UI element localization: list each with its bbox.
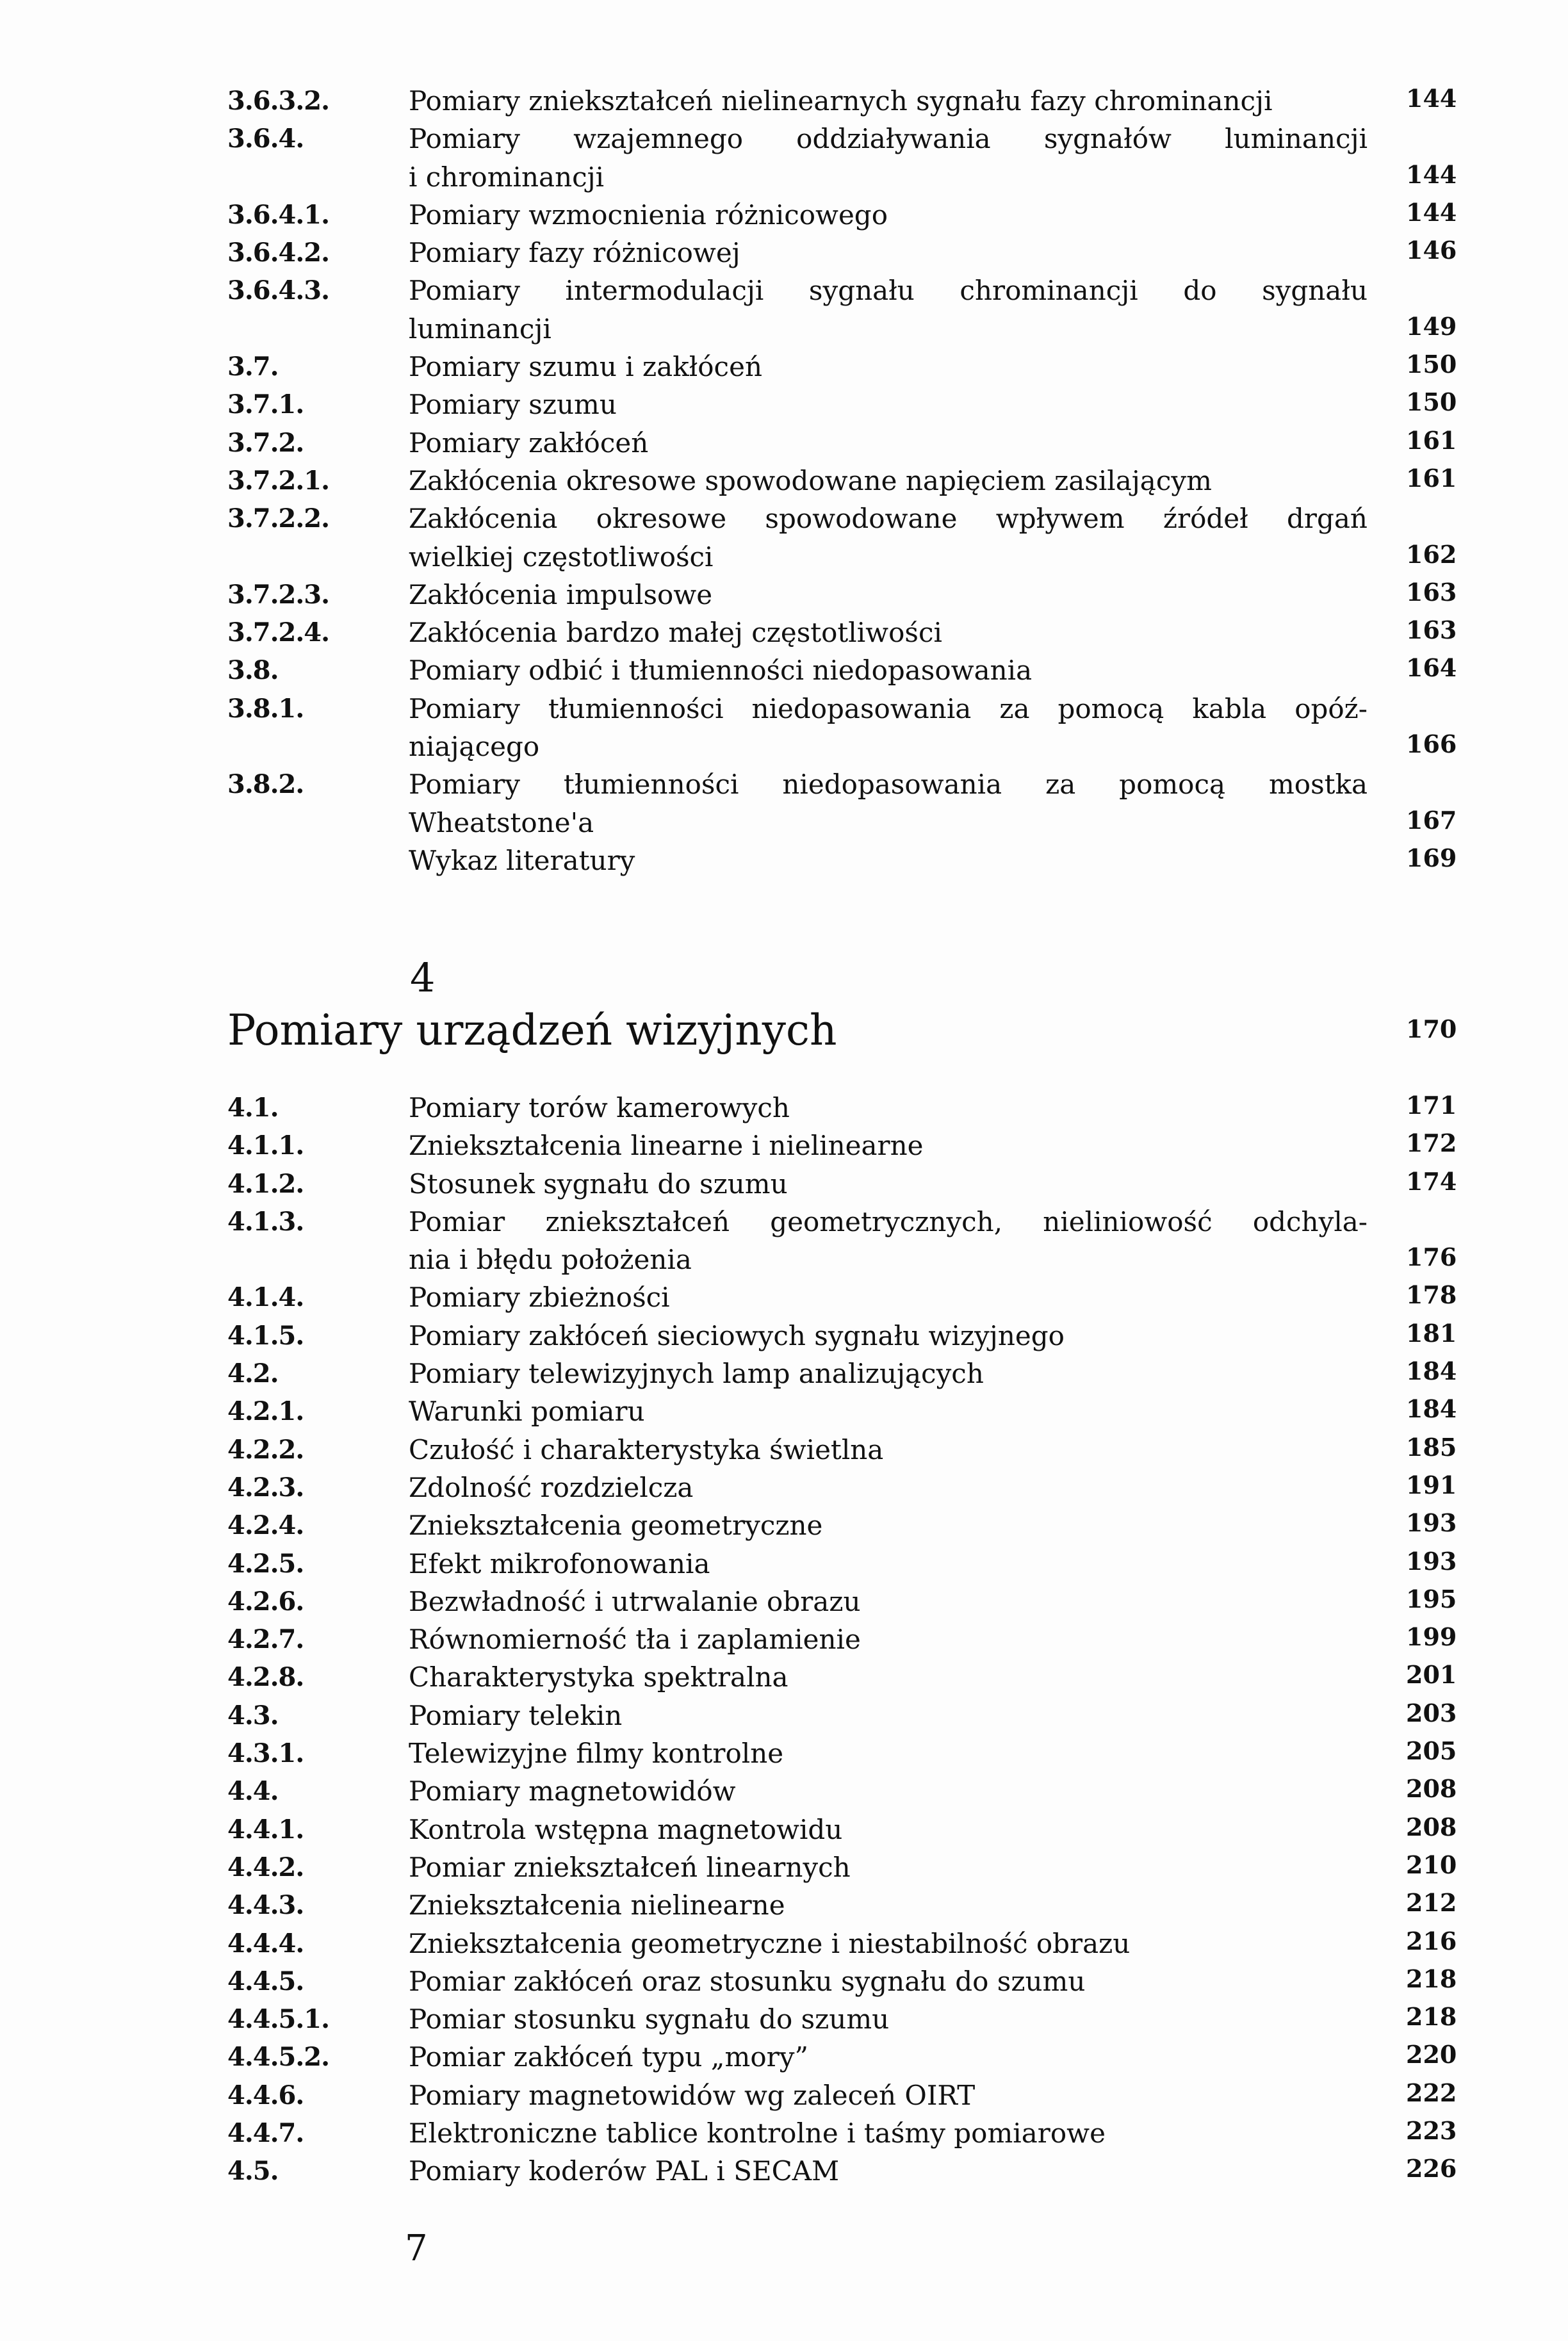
section-number: 4.4.1.	[227, 1814, 304, 1845]
toc-entry	[227, 500, 1457, 537]
section-number: 4.5.	[227, 2156, 279, 2187]
toc-entry	[227, 651, 1457, 689]
page-number: 223	[1406, 2116, 1457, 2146]
section-title	[409, 1697, 1368, 1734]
section-number: 4.1.2.	[227, 1168, 304, 1199]
section-number: 4.1.5.	[227, 1320, 304, 1351]
toc-entry	[227, 1317, 1457, 1355]
section-title-text: Kontrola wstępna magnetowidu	[409, 1814, 849, 1845]
page-number: 208	[1406, 1774, 1457, 1804]
section-title: Zakłócenia okresowe spowodowane wpływem źródeł drgań	[409, 503, 1368, 535]
section-title-text: Pomiary telekin	[409, 1700, 628, 1731]
section-title: Pomiary tłumienności niedopasowania za pomocą kabla opóź-	[409, 692, 1368, 724]
section-number: 3.8.	[227, 655, 279, 686]
section-title	[409, 234, 1368, 272]
section-number: 4.4.4.	[227, 1928, 304, 1959]
section-title-text: Pomiar zniekształceń linearnych	[409, 1852, 857, 1883]
section-title-text: Pomiary szumu i zakłóceń	[409, 351, 769, 382]
section-title-text: Zakłócenia impulsowe	[409, 579, 719, 610]
page-number: 161	[1406, 425, 1457, 455]
section-title	[409, 804, 1368, 842]
section-title	[409, 1772, 1368, 1810]
page-number: 218	[1406, 2002, 1457, 2032]
page-number: 178	[1406, 1280, 1457, 1310]
section-title	[409, 82, 1368, 120]
page-number: 185	[1406, 1432, 1457, 1462]
section-title	[409, 1317, 1368, 1355]
toc-entry	[227, 1734, 1457, 1772]
section-number: 4.3.	[227, 1700, 279, 1731]
page-number: 203	[1406, 1698, 1457, 1727]
section-title	[409, 1811, 1368, 1848]
section-title-text: Stosunek sygnału do szumu	[409, 1168, 794, 1200]
toc-entry	[227, 1545, 1457, 1583]
section-title	[409, 728, 1368, 765]
section-title	[409, 196, 1368, 234]
page-number: 201	[1406, 1660, 1457, 1690]
section-number: 3.7.	[227, 352, 279, 382]
section-title	[409, 1925, 1368, 1962]
page-number: 163	[1406, 577, 1457, 607]
section-title-text: Pomiary zniekształceń nielinearnych sygnału fazy chrominancji	[409, 85, 1279, 117]
section-title	[409, 2114, 1368, 2152]
section-number: 3.8.2.	[227, 769, 304, 800]
section-title-text: Pomiary zakłóceń sieciowych sygnału wizyjnego	[409, 1320, 1071, 1351]
toc-entry	[227, 2038, 1457, 2076]
page-number: 212	[1406, 1888, 1457, 1918]
toc-entry	[227, 1089, 1457, 1127]
toc-entry	[227, 1583, 1457, 1620]
section-number: 4.3.1.	[227, 1738, 304, 1769]
page-number: 174	[1406, 1166, 1457, 1196]
section-title	[409, 462, 1368, 500]
toc-entry	[227, 1697, 1457, 1734]
section-number: 4.2.4.	[227, 1510, 304, 1541]
chapter-title: Pomiary urządzeń wizyjnych	[227, 1006, 845, 1055]
section-number: 3.7.2.3.	[227, 579, 330, 610]
section-title	[409, 1278, 1368, 1316]
section-number: 4.4.3.	[227, 1890, 304, 1921]
page-number: 181	[1406, 1318, 1457, 1348]
toc-entry-continuation	[227, 804, 1457, 842]
toc-entry	[227, 1469, 1457, 1506]
page-number: 144	[1406, 197, 1457, 227]
section-title	[409, 538, 1368, 576]
section-number: 4.1.3.	[227, 1206, 304, 1237]
toc-entry	[227, 2152, 1457, 2190]
toc-entry	[227, 1165, 1457, 1203]
toc-entry	[227, 1658, 1457, 1696]
page-number: 184	[1406, 1394, 1457, 1424]
toc-entry	[227, 1962, 1457, 2000]
toc-entry	[227, 386, 1457, 423]
page-number: 220	[1406, 2040, 1457, 2069]
section-title-text: Pomiary zbieżności	[409, 1282, 676, 1313]
section-title-text: Pomiary koderów PAL i SECAM	[409, 2155, 845, 2187]
section-title-text: Telewizyjne filmy kontrolne	[409, 1738, 790, 1769]
page-number: 199	[1406, 1622, 1457, 1652]
section-number: 4.2.5.	[227, 1548, 304, 1579]
section-title-text: i chrominancji	[409, 161, 610, 193]
section-title-text: Pomiary magnetowidów wg zaleceń OIRT	[409, 2080, 981, 2111]
section-title	[409, 1734, 1368, 1772]
section-title: Pomiary intermodulacji sygnału chrominancji do sygnału	[409, 275, 1368, 307]
section-number: 4.2.3.	[227, 1472, 304, 1503]
section-title-text: Wheatstone'a	[409, 807, 600, 838]
section-title	[409, 1620, 1368, 1658]
section-title-text: Zakłócenia okresowe spowodowane napięciem zasilającym	[409, 465, 1218, 496]
page-number: 163	[1406, 616, 1457, 645]
section-title	[409, 1165, 1368, 1203]
section-number: 3.6.4.2.	[227, 238, 330, 268]
section-title	[409, 1431, 1368, 1469]
page-number: 150	[1406, 387, 1457, 417]
toc-entry	[227, 765, 1457, 803]
page-number: 169	[1406, 843, 1457, 872]
section-number: 3.6.3.2.	[227, 86, 330, 116]
section-title	[409, 1469, 1368, 1506]
section-title-text: Pomiary telewizyjnych lamp analizujących	[409, 1358, 990, 1389]
section-title	[409, 1848, 1368, 1886]
section-number: 3.6.4.3.	[227, 275, 330, 306]
section-title-text: Pomiary odbić i tłumienności niedopasowania	[409, 655, 1038, 686]
toc-entry	[227, 690, 1457, 728]
section-number: 4.2.8.	[227, 1662, 304, 1693]
section-number: 3.7.2.4.	[227, 617, 330, 648]
page-number: 176	[1406, 1243, 1457, 1272]
section-number: 3.7.2.2.	[227, 503, 330, 534]
toc-entry	[227, 1886, 1457, 1924]
section-number: 4.4.7.	[227, 2118, 304, 2149]
page-number: 167	[1406, 805, 1457, 835]
section-title-text: Bezwładność i utrwalanie obrazu	[409, 1586, 867, 1617]
section-number: 4.4.6.	[227, 2080, 304, 2110]
section-number: 3.7.2.1.	[227, 465, 330, 496]
toc-entry	[227, 1506, 1457, 1544]
section-number: 4.4.5.1.	[227, 2004, 330, 2035]
section-number: 3.7.1.	[227, 389, 304, 420]
page-number: 166	[1406, 730, 1457, 759]
section-number: 3.6.4.	[227, 124, 304, 154]
toc-entry	[227, 1203, 1457, 1241]
section-title-text: Pomiary magnetowidów	[409, 1775, 742, 1807]
section-title	[409, 424, 1368, 462]
toc-entry	[227, 2076, 1457, 2114]
chapter-page-number: 170	[1406, 1015, 1457, 1043]
section-title-text: Pomiary szumu	[409, 389, 623, 420]
section-title	[409, 1506, 1368, 1544]
page-number: 161	[1406, 463, 1457, 493]
section-title: Pomiar zniekształceń geometrycznych, nieliniowość odchyla-	[409, 1205, 1368, 1237]
section-number: 4.4.	[227, 1776, 279, 1807]
section-title	[409, 1545, 1368, 1583]
section-title-text: wielkiej częstotliwości	[409, 541, 720, 573]
toc-entry	[227, 842, 1457, 879]
section-number: 4.2.	[227, 1358, 279, 1389]
section-title-text: Zniekształcenia geometryczne i niestabilność obrazu	[409, 1928, 1136, 1959]
section-title	[409, 1886, 1368, 1924]
section-title-text: Zakłócenia bardzo małej częstotliwości	[409, 617, 949, 648]
toc-entry-continuation	[227, 728, 1457, 765]
section-title-text: Pomiary wzmocnienia różnicowego	[409, 199, 894, 231]
section-number: 4.2.6.	[227, 1586, 304, 1617]
section-title	[409, 1089, 1368, 1127]
section-title-text: Pomiary zakłóceń	[409, 427, 655, 459]
page-number: 144	[1406, 84, 1457, 113]
toc-entry	[227, 120, 1457, 158]
page-folio: 7	[405, 2228, 428, 2269]
page-number: 208	[1406, 1812, 1457, 1841]
section-title	[409, 348, 1368, 386]
section-number: 4.2.2.	[227, 1434, 304, 1465]
toc-entry	[227, 272, 1457, 309]
chapter-heading	[227, 1006, 1457, 1057]
section-number: 4.1.4.	[227, 1282, 304, 1313]
section-number: 4.1.	[227, 1093, 279, 1123]
section-title-text: Równomierność tła i zaplamienie	[409, 1624, 867, 1655]
toc-entry	[227, 576, 1457, 614]
section-title	[409, 310, 1368, 348]
toc-entry	[227, 1278, 1457, 1316]
toc-entry	[227, 2000, 1457, 2038]
toc-entry	[227, 1811, 1457, 1848]
section-title-text: Zdolność rozdzielcza	[409, 1472, 699, 1503]
section-title	[409, 1127, 1368, 1164]
toc-entry	[227, 1620, 1457, 1658]
page-number: 216	[1406, 1926, 1457, 1955]
page-number: 164	[1406, 653, 1457, 683]
toc-section-3	[227, 82, 1457, 879]
section-title	[409, 614, 1368, 651]
section-title	[409, 1392, 1368, 1430]
section-title	[409, 1658, 1368, 1696]
section-title	[409, 2038, 1368, 2076]
toc-entry	[227, 1772, 1457, 1810]
page-number: 184	[1406, 1357, 1457, 1386]
toc-entry	[227, 1925, 1457, 1962]
section-number: 4.1.1.	[227, 1130, 304, 1161]
page-number: 193	[1406, 1508, 1457, 1538]
page-number: 205	[1406, 1736, 1457, 1766]
section-title-text: Efekt mikrofonowania	[409, 1548, 717, 1579]
section-title: Pomiary wzajemnego oddziaływania sygnałów luminancji	[409, 123, 1368, 155]
section-title	[409, 386, 1368, 423]
section-title-text: Pomiar zakłóceń oraz stosunku sygnału do szumu	[409, 1966, 1091, 1997]
page-number: 146	[1406, 236, 1457, 265]
toc-entry-continuation	[227, 310, 1457, 348]
section-title	[409, 1583, 1368, 1620]
section-title-text: Zniekształcenia linearne i nielinearne	[409, 1130, 930, 1161]
toc-entry	[227, 196, 1457, 234]
section-title	[409, 1241, 1368, 1278]
page-number: 210	[1406, 1850, 1457, 1879]
section-title	[409, 842, 1368, 879]
section-title	[409, 1355, 1368, 1392]
section-title-text: Charakterystyka spektralna	[409, 1661, 795, 1693]
section-title	[409, 651, 1368, 689]
section-title-text: Zniekształcenia nielinearne	[409, 1889, 792, 1921]
toc-entry	[227, 82, 1457, 120]
section-title-text: Pomiary torów kamerowych	[409, 1092, 796, 1123]
section-number: 4.4.5.2.	[227, 2042, 330, 2073]
section-title-text: Elektroniczne tablice kontrolne i taśmy pomiarowe	[409, 2117, 1112, 2149]
section-number: 4.2.7.	[227, 1624, 304, 1655]
section-number: 4.4.5.	[227, 1966, 304, 1996]
page-number: 218	[1406, 1964, 1457, 1993]
page-number: 172	[1406, 1129, 1457, 1158]
section-title-text: niającego	[409, 731, 546, 762]
section-title-text: Pomiar zakłóceń typu „mory”	[409, 2041, 815, 2073]
section-title-text: Pomiary fazy różnicowej	[409, 237, 747, 268]
section-title	[409, 2000, 1368, 2038]
toc-section-4	[227, 1089, 1457, 2190]
section-title-text: Pomiar stosunku sygnału do szumu	[409, 2003, 895, 2035]
page-number: 171	[1406, 1091, 1457, 1120]
toc-entry-continuation	[227, 538, 1457, 576]
section-title	[409, 2076, 1368, 2114]
section-title	[409, 158, 1368, 196]
toc-entry	[227, 1431, 1457, 1469]
toc-entry	[227, 1848, 1457, 1886]
page-number: 149	[1406, 311, 1457, 341]
toc-entry	[227, 1392, 1457, 1430]
section-title-text: nia i błędu położenia	[409, 1244, 698, 1275]
page-number: 191	[1406, 1470, 1457, 1499]
toc-entry	[227, 234, 1457, 272]
section-number: 3.7.2.	[227, 427, 304, 458]
section-title-text: Warunki pomiaru	[409, 1396, 651, 1427]
toc-entry	[227, 424, 1457, 462]
page-number: 193	[1406, 1546, 1457, 1576]
section-title-text: Zniekształcenia geometryczne	[409, 1510, 829, 1541]
page-number: 226	[1406, 2154, 1457, 2183]
page-number: 150	[1406, 350, 1457, 379]
toc-entry-continuation	[227, 158, 1457, 196]
toc-entry	[227, 462, 1457, 500]
section-title	[409, 576, 1368, 614]
toc-entry	[227, 2114, 1457, 2152]
toc-entry	[227, 614, 1457, 651]
page-number: 195	[1406, 1584, 1457, 1613]
section-number: 3.6.4.1.	[227, 199, 330, 230]
section-title	[409, 1962, 1368, 2000]
section-number: 3.8.1.	[227, 693, 304, 724]
toc-entry-continuation	[227, 1241, 1457, 1278]
chapter-number: 4	[410, 954, 436, 1001]
section-title-text: Czułość i charakterystyka świetlna	[409, 1434, 890, 1465]
toc-entry	[227, 1127, 1457, 1164]
page-number: 222	[1406, 2078, 1457, 2107]
page-number: 144	[1406, 159, 1457, 189]
section-number: 4.4.2.	[227, 1852, 304, 1882]
section-title	[409, 2152, 1368, 2190]
section-title-text: luminancji	[409, 313, 558, 345]
section-title: Pomiary tłumienności niedopasowania za pomocą mostka	[409, 769, 1368, 801]
toc-entry	[227, 1355, 1457, 1392]
page-number: 162	[1406, 539, 1457, 569]
section-title-text: Wykaz literatury	[409, 845, 641, 876]
section-number: 4.2.1.	[227, 1396, 304, 1427]
toc-entry	[227, 348, 1457, 386]
